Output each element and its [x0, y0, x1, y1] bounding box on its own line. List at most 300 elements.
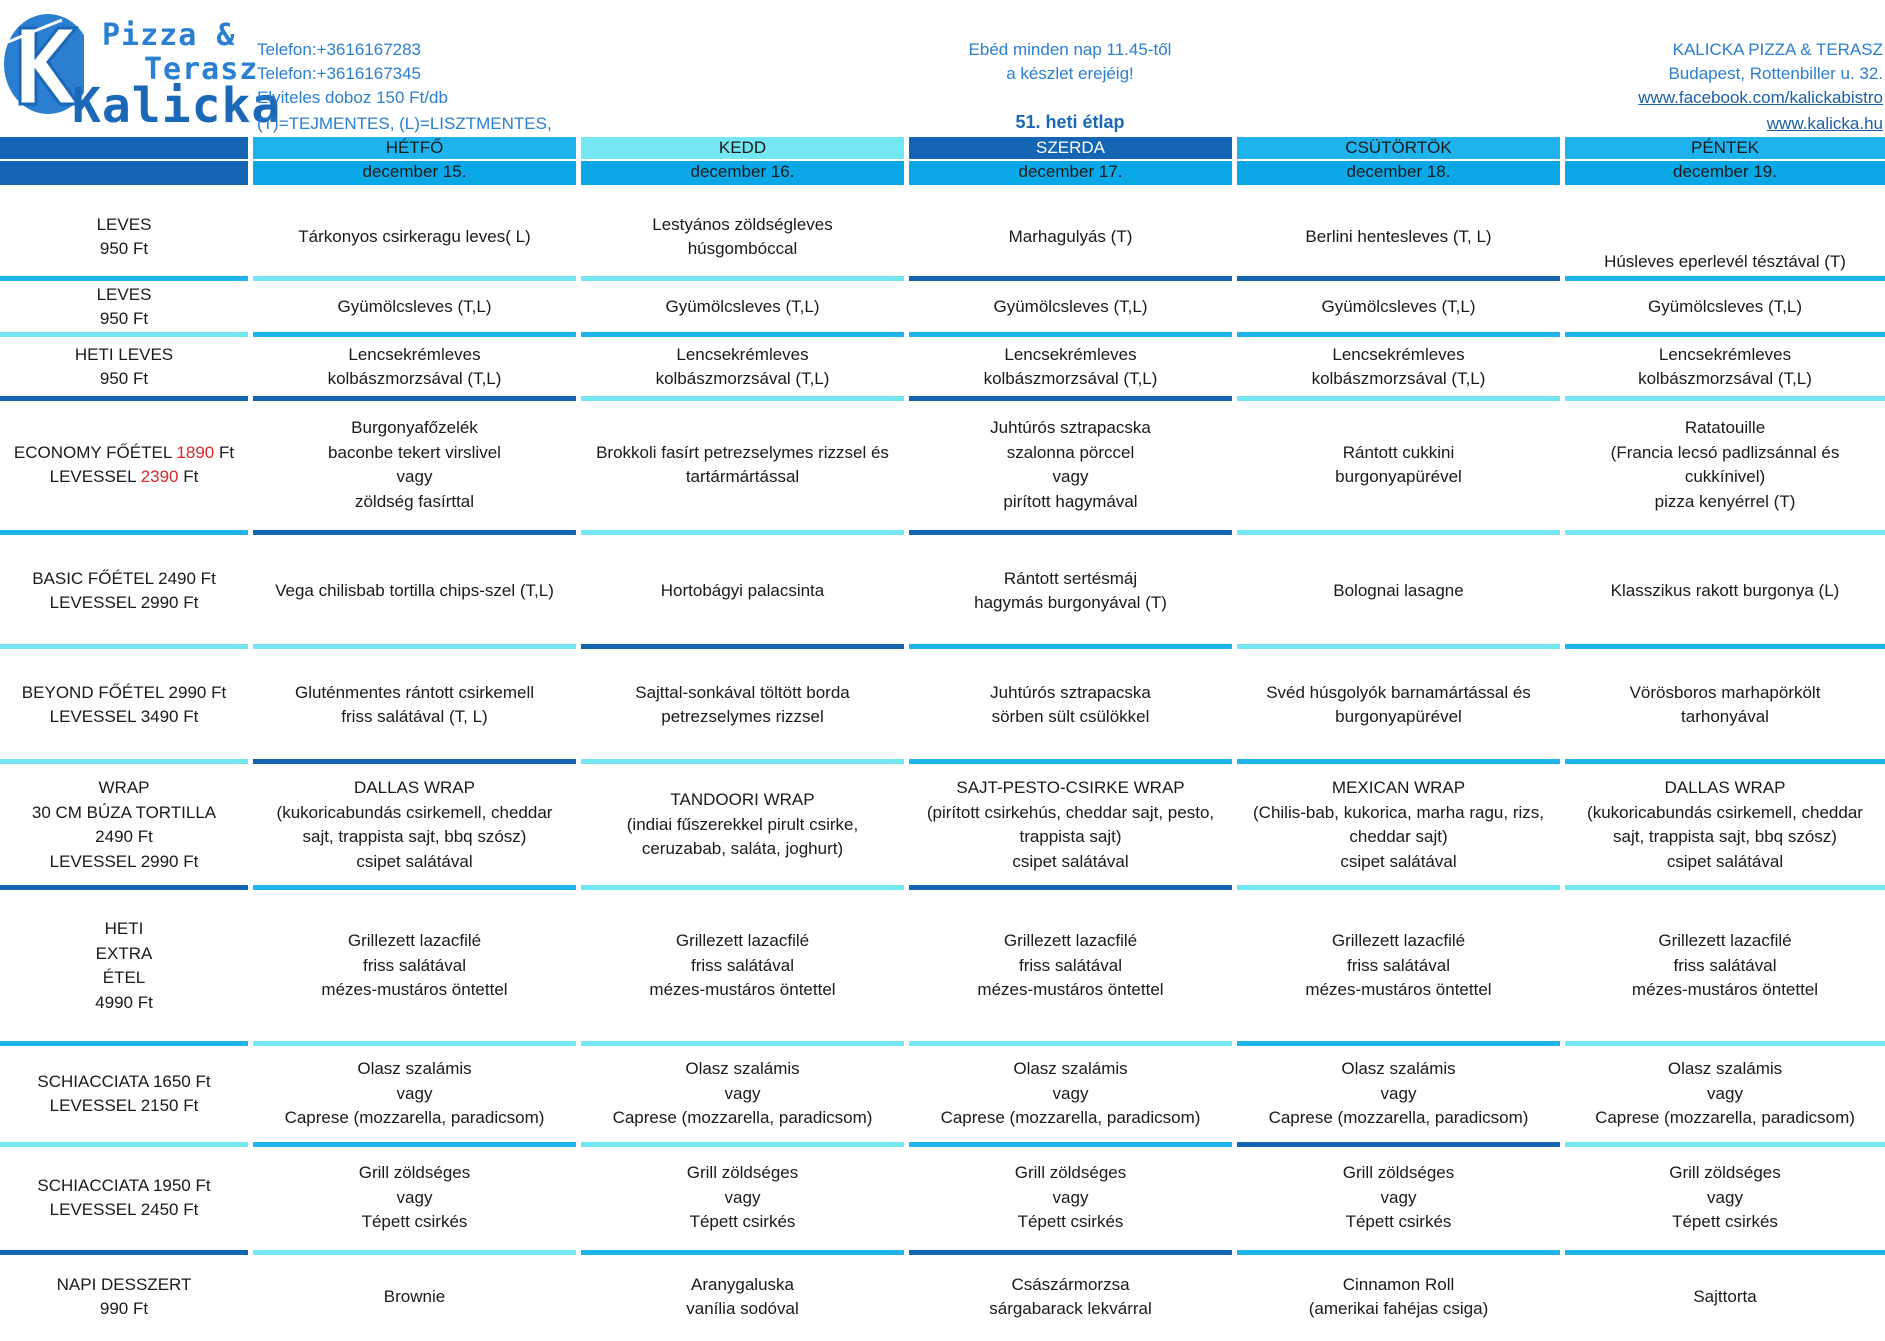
row-label-line: 4990 Ft [95, 992, 153, 1012]
menu-item [253, 1148, 576, 1248]
menu-item-line: friss salátával (T, L) [341, 707, 488, 726]
menu-item-line: sajt, trappista sajt, bbq szósz) [302, 827, 527, 846]
menu-item [581, 765, 904, 885]
row-separator [0, 644, 248, 649]
row-label-line: LEVES [96, 214, 152, 234]
row-separator [1565, 276, 1885, 281]
menu-item-line: Cinnamon Roll [1342, 1274, 1455, 1294]
menu-item-line: Brokkoli fasírt petrezselymes rizzsel és [596, 442, 889, 462]
row-label-line: 950 Ft [99, 239, 149, 258]
menu-item-line: Grillezett lazacfilé [347, 931, 482, 951]
menu-item-line: vagy [724, 1083, 761, 1103]
menu-item-line: Caprese (mozzarella, paradicsom) [1595, 1108, 1855, 1128]
row-separator [1565, 530, 1885, 535]
menu-item-line: friss salátával [363, 955, 466, 975]
menu-item-line: Lencsekrémleves [348, 344, 481, 364]
menu-item [1565, 1255, 1885, 1339]
logo-pizza-text: Pizza & [102, 18, 236, 53]
row-separator [581, 1041, 904, 1046]
menu-item-line: Rántott cukkini [1342, 442, 1455, 462]
row-separator [581, 885, 904, 890]
menu-item-line: (indiai fűszerekkel pirult csirke, [626, 814, 859, 834]
menu-item-line: Olasz szalámis [1341, 1059, 1456, 1079]
row-label-line: ÉTEL [102, 968, 146, 987]
row-separator [253, 1142, 576, 1147]
kalicka-logo [2, 12, 282, 134]
row-separator [909, 1142, 1232, 1147]
menu-item-line: Caprese (mozzarella, paradicsom) [940, 1108, 1201, 1128]
day-name-3: SZERDA [909, 137, 1232, 159]
row-label-10 [0, 1148, 248, 1248]
menu-item [581, 891, 904, 1041]
menu-item [581, 1148, 904, 1248]
logo-kalicka-text: Kalicka [72, 78, 282, 134]
menu-item-line: friss salátával [1347, 955, 1450, 975]
menu-item-line: Bolognai lasagne [1333, 580, 1464, 600]
phone-2: Telefon:+3616167345 [257, 64, 422, 83]
menu-item-line: Lencsekrémleves [676, 344, 809, 364]
menu-item-line: Tépett csirkés [1017, 1212, 1124, 1232]
row-separator [909, 332, 1232, 337]
row-separator [1237, 332, 1560, 337]
row-label-line: LEVESSEL 3490 Ft [49, 707, 199, 726]
menu-item-line: Marhagulyás (T) [1008, 226, 1133, 246]
menu-item-line: Tárkonyos csirkeragu leves( L) [298, 226, 531, 246]
row-separator [0, 276, 248, 281]
menu-item-line: vagy [396, 467, 433, 486]
row-label-line: SCHIACCIATA 1650 Ft [37, 1071, 211, 1091]
menu-item-line: Grill zöldséges [1014, 1163, 1127, 1183]
menu-item-line: kolbászmorzsával (T,L) [1311, 369, 1486, 388]
menu-item-line: zöldség fasírttal [354, 491, 475, 511]
menu-item-line: vagy [396, 1187, 433, 1207]
menu-item [581, 1048, 904, 1140]
menu-item-line: Juhtúrós sztrapacska [990, 418, 1151, 437]
row-separator [1237, 276, 1560, 281]
menu-item [253, 338, 576, 396]
menu-item-line: Vega chilisbab tortilla chips-szel (T,L) [275, 580, 554, 600]
menu-item [581, 651, 904, 759]
row-separator [909, 530, 1232, 535]
menu-item-line: Caprese (mozzarella, paradicsom) [612, 1108, 873, 1128]
menu-item-line: baconbe tekert virslivel [328, 442, 501, 462]
menu-item [909, 537, 1232, 645]
menu-item-line: Gyümölcsleves (T,L) [337, 296, 492, 316]
row-label-7 [0, 765, 248, 885]
menu-item-line: mézes-mustáros öntettel [1631, 980, 1819, 1000]
menu-item [581, 198, 904, 276]
row-separator [909, 1041, 1232, 1046]
row-separator [909, 885, 1232, 890]
menu-item [1237, 402, 1560, 528]
menu-item-line: Svéd húsgolyók barnamártással és [1266, 682, 1531, 702]
menu-item-line: vagy [1380, 1187, 1417, 1207]
menu-item-line: sörben sült csülökkel [991, 707, 1150, 726]
row-separator [581, 1142, 904, 1147]
menu-item-line: Tépett csirkés [689, 1212, 796, 1232]
menu-item-line: Gyümölcsleves (T,L) [993, 296, 1148, 316]
menu-item-line: burgonyapürével [1335, 467, 1462, 486]
menu-item-line: Grill zöldséges [686, 1163, 799, 1183]
menu-item [1565, 537, 1885, 645]
menu-item [1237, 891, 1560, 1041]
menu-item-line: petrezselymes rizzsel [661, 707, 824, 726]
row-label-3 [0, 338, 248, 396]
row-label-line: 950 Ft [99, 309, 149, 328]
row-label-2 [0, 282, 248, 332]
row-separator [1565, 644, 1885, 649]
row-separator [1237, 396, 1560, 401]
menu-item [253, 651, 576, 759]
menu-item [1565, 1148, 1885, 1248]
menu-item-line: Gyümölcsleves (T,L) [665, 296, 820, 316]
row-label-11 [0, 1255, 248, 1339]
menu-item [1565, 282, 1885, 332]
menu-item-line: Juhtúrós sztrapacska [990, 682, 1151, 702]
row-label-line: LEVES [96, 284, 152, 304]
economy-price: 1890 [176, 442, 215, 462]
menu-item-line: kolbászmorzsával (T,L) [327, 369, 502, 388]
menu-item-line: Hortobágyi palacsinta [660, 580, 825, 600]
menu-item-line: Grillezett lazacfilé [1658, 931, 1792, 951]
menu-item-line: vagy [1052, 1083, 1089, 1103]
row-label-line: 2490 Ft [95, 827, 153, 846]
row-separator [0, 530, 248, 535]
menu-item-line: (kukoricabundás csirkemell, cheddar [276, 802, 553, 822]
economy-soup-price: 2390 [140, 467, 179, 486]
row-separator [253, 530, 576, 535]
menu-item-line: hagymás burgonyával (T) [974, 593, 1167, 612]
row-separator [1565, 759, 1885, 764]
menu-item-line: pirított hagymával [1003, 491, 1138, 511]
menu-item-line: tarhonyával [1681, 707, 1769, 726]
menu-item-line: burgonyapürével [1335, 707, 1462, 726]
menu-item [1237, 537, 1560, 645]
row-label-line: LEVESSEL 2990 Ft [49, 851, 199, 871]
menu-item-line: húsgombóccal [687, 239, 798, 258]
menu-item [581, 282, 904, 332]
menu-item [253, 891, 576, 1041]
menu-item-line: vagy [396, 1083, 433, 1103]
menu-item-line: csipet salátával [356, 851, 473, 871]
restaurant-name: KALICKA PIZZA & TERASZ [1672, 40, 1883, 59]
menu-item-line: Lencsekrémleves [1658, 344, 1792, 364]
row-separator [581, 276, 904, 281]
row-separator [1237, 759, 1560, 764]
menu-item-line: Grill zöldséges [1669, 1163, 1781, 1183]
diet-legend: (T)=TEJMENTES, (L)=LISZTMENTES, [257, 114, 552, 133]
menu-item [909, 198, 1232, 276]
menu-item [909, 282, 1232, 332]
menu-item-line: Sajttorta [1693, 1286, 1757, 1306]
menu-item-line: Grillezett lazacfilé [675, 931, 810, 951]
menu-item-line: szalonna pörccel [1006, 442, 1135, 462]
menu-item-line: vagy [1380, 1083, 1417, 1103]
menu-item-line: vagy [1052, 1187, 1089, 1207]
row-label-line: 990 Ft [99, 1299, 149, 1318]
menu-item-line: pizza kenyérrel (T) [1654, 491, 1796, 511]
menu-item-line: Rántott sertésmáj [1003, 568, 1138, 588]
menu-item-line: Sajttal-sonkával töltött borda [635, 682, 850, 702]
menu-item [909, 891, 1232, 1041]
row-separator [0, 332, 248, 337]
menu-item [1565, 402, 1885, 528]
row-separator [253, 332, 576, 337]
menu-item [253, 1048, 576, 1140]
row-separator [1237, 1142, 1560, 1147]
row-label-line: BEYOND FŐÉTEL 2990 Ft [21, 682, 227, 702]
menu-item-line: friss salátával [691, 955, 794, 975]
economy-price-line: ECONOMY FŐÉTEL 1890 Ft [13, 442, 235, 462]
row-separator [253, 885, 576, 890]
menu-item [253, 402, 576, 528]
menu-item-line: (pirított csirkehús, cheddar sajt, pesto, [926, 802, 1215, 822]
menu-item-line: csipet salátával [1666, 851, 1784, 871]
row-label-4 [0, 402, 248, 528]
menu-item-line: Grill zöldséges [358, 1163, 471, 1183]
menu-item-line: Ratatouille [1684, 418, 1766, 437]
menu-item-line: vagy [724, 1187, 761, 1207]
menu-item [253, 1255, 576, 1339]
day-name-4: CSÜTÖRTÖK [1237, 137, 1560, 159]
takeaway-box-note: Elviteles doboz 150 Ft/db [257, 88, 448, 107]
row-separator [0, 1142, 248, 1147]
menu-item-line: Lencsekrémleves [1332, 344, 1465, 364]
row-separator [1565, 396, 1885, 401]
day-date-5: december 19. [1565, 161, 1885, 185]
menu-item [909, 651, 1232, 759]
row-separator [253, 759, 576, 764]
menu-item-line: vagy [1052, 467, 1089, 486]
day-date-3: december 17. [909, 161, 1232, 185]
row-label-line: LEVESSEL 2450 Ft [49, 1200, 199, 1219]
menu-item-line: SAJT-PESTO-CSIRKE WRAP [956, 778, 1185, 797]
menu-item-line: Berlini hentesleves (T, L) [1305, 226, 1492, 246]
menu-item-line: Húsleves eperlevél tésztával (T) [1604, 251, 1846, 271]
menu-item-line: cukkínivel) [1684, 467, 1766, 486]
menu-item-line: Lencsekrémleves [1004, 344, 1137, 364]
row-separator [253, 644, 576, 649]
menu-item-line: friss salátával [1673, 955, 1777, 975]
row-separator [1565, 1142, 1885, 1147]
menu-item [253, 537, 576, 645]
menu-item-line: friss salátával [1019, 955, 1122, 975]
menu-item [581, 537, 904, 645]
row-separator [1237, 644, 1560, 649]
menu-item [1565, 1048, 1885, 1140]
row-label-line: NAPI DESSZERT [56, 1274, 192, 1294]
row-separator [1237, 885, 1560, 890]
menu-item-line: Gyümölcsleves (T,L) [1321, 296, 1476, 316]
row-label-1 [0, 198, 248, 276]
menu-item-line: kolbászmorzsával (T,L) [983, 369, 1158, 388]
phone-1: Telefon:+3616167283 [257, 40, 422, 59]
menu-item-line: (Francia lecsó padlizsánnal és [1610, 442, 1840, 462]
menu-item [253, 765, 576, 885]
row-label-line: HETI [104, 919, 144, 938]
row-separator [1237, 530, 1560, 535]
menu-item [253, 282, 576, 332]
row-label-6 [0, 651, 248, 759]
menu-item [909, 1255, 1232, 1339]
menu-item-line: Burgonyafőzelék [351, 418, 478, 437]
menu-item-line: Olasz szalámis [1667, 1059, 1783, 1079]
day-date-2: december 16. [581, 161, 904, 185]
menu-item-line: TANDOORI WRAP [670, 790, 815, 810]
menu-item-line: sajt, trappista sajt, bbq szósz) [1613, 827, 1837, 846]
menu-item [1237, 1148, 1560, 1248]
row-label-9 [0, 1048, 248, 1140]
menu-item-line: cheddar sajt) [1349, 827, 1448, 846]
day-name-2: KEDD [581, 137, 904, 159]
row-separator [253, 396, 576, 401]
menu-item [581, 338, 904, 396]
row-separator [581, 530, 904, 535]
menu-item-line: MEXICAN WRAP [1331, 778, 1466, 797]
menu-item-line: Grillezett lazacfilé [1331, 931, 1466, 951]
row-label-line: WRAP [98, 778, 150, 797]
menu-item-line: vagy [1707, 1083, 1743, 1103]
menu-item [909, 1048, 1232, 1140]
menu-item-line: DALLAS WRAP [354, 778, 475, 797]
week-menu-title: 51. heti étlap [1015, 112, 1125, 132]
menu-item-line: vagy [1707, 1187, 1743, 1207]
menu-item-line: vanília sodóval [686, 1299, 799, 1318]
menu-item-line: Olasz szalámis [1013, 1059, 1128, 1079]
header-band-corner [0, 161, 248, 185]
menu-item [1237, 198, 1560, 276]
day-date-1: december 15. [253, 161, 576, 185]
row-label-line: EXTRA [95, 943, 153, 963]
row-separator [909, 644, 1232, 649]
menu-item [581, 402, 904, 528]
menu-item-line: (Chilis-bab, kukorica, marha ragu, rizs, [1253, 802, 1544, 822]
menu-item-line: DALLAS WRAP [1664, 778, 1786, 797]
menu-item-line: Klasszikus rakott burgonya (L) [1610, 580, 1840, 600]
menu-item-line: Brownie [383, 1286, 446, 1306]
menu-item-line: Gluténmentes rántott csirkemell [294, 682, 535, 702]
menu-item-line: Gyümölcsleves (T,L) [1648, 296, 1802, 316]
menu-item-line: (kukoricabundás csirkemell, cheddar [1587, 802, 1863, 822]
menu-item-line: Aranygaluska [690, 1274, 794, 1294]
day-name-1: HÉTFŐ [253, 137, 576, 159]
menu-item [1565, 651, 1885, 759]
row-label-5 [0, 537, 248, 645]
row-separator [581, 759, 904, 764]
menu-item-line: Olasz szalámis [357, 1059, 472, 1079]
website-link[interactable]: www.kalicka.hu [1766, 114, 1883, 133]
menu-item-line: sárgabarack lekvárral [989, 1299, 1152, 1318]
menu-item-line: Caprese (mozzarella, paradicsom) [1268, 1108, 1529, 1128]
day-name-5: PÉNTEK [1565, 137, 1885, 159]
menu-item [1237, 282, 1560, 332]
row-label-line: BASIC FŐÉTEL 2490 Ft [32, 568, 216, 588]
row-separator [1565, 332, 1885, 337]
row-separator [0, 885, 248, 890]
row-separator [253, 276, 576, 281]
row-label-8 [0, 891, 248, 1041]
menu-item [1565, 338, 1885, 396]
menu-item [253, 198, 576, 276]
menu-item-line: Vörösboros marhapörkölt [1629, 682, 1821, 702]
menu-item-line: Tépett csirkés [1672, 1212, 1778, 1232]
row-separator [1565, 885, 1885, 890]
menu-item-line: tartármártással [685, 467, 800, 486]
row-label-line: SCHIACCIATA 1950 Ft [37, 1175, 211, 1195]
row-separator [253, 1041, 576, 1046]
row-separator [1565, 1041, 1885, 1046]
menu-item-line: mézes-mustáros öntettel [1305, 980, 1492, 1000]
row-label-line: LEVESSEL 2150 Ft [49, 1096, 199, 1115]
menu-item [1237, 651, 1560, 759]
menu-item [1237, 1255, 1560, 1339]
lunch-hours-line-1: Ebéd minden nap 11.45-től [968, 40, 1172, 59]
menu-item-line: csipet salátával [1012, 851, 1129, 871]
row-separator [909, 276, 1232, 281]
menu-item-line: Lestyános zöldségleves [652, 214, 833, 234]
menu-item [909, 338, 1232, 396]
menu-item-line: (amerikai fahéjas csiga) [1308, 1299, 1489, 1318]
menu-item-line: mézes-mustáros öntettel [649, 980, 836, 1000]
row-label-line: 950 Ft [99, 369, 149, 388]
row-separator [1237, 1041, 1560, 1046]
menu-item [909, 765, 1232, 885]
header-band-corner [0, 137, 248, 159]
menu-item [909, 402, 1232, 528]
menu-item [1565, 198, 1885, 276]
menu-item-line: Tépett csirkés [1345, 1212, 1452, 1232]
menu-item-line: mézes-mustáros öntettel [321, 980, 508, 1000]
menu-item-line: kolbászmorzsával (T,L) [1638, 369, 1812, 388]
menu-item [1565, 765, 1885, 885]
row-separator [0, 396, 248, 401]
facebook-link[interactable]: www.facebook.com/kalickabistro [1638, 88, 1883, 107]
menu-item-line: trappista sajt) [1019, 827, 1122, 846]
menu-item [581, 1255, 904, 1339]
row-label-line: 30 CM BÚZA TORTILLA [31, 802, 217, 822]
menu-item [1237, 765, 1560, 885]
menu-item-line: ceruzabab, saláta, joghurt) [641, 839, 844, 859]
restaurant-address: Budapest, Rottenbiller u. 32. [1668, 64, 1883, 83]
menu-item [1237, 1048, 1560, 1140]
economy-soup-price-line: LEVESSEL 2390 Ft [49, 467, 199, 486]
menu-item-line: Caprese (mozzarella, paradicsom) [284, 1108, 545, 1128]
lunch-hours-line-2: a készlet erejéig! [1006, 64, 1134, 83]
menu-item [1237, 338, 1560, 396]
row-separator [909, 759, 1232, 764]
day-date-4: december 18. [1237, 161, 1560, 185]
row-separator [581, 644, 904, 649]
row-separator [909, 396, 1232, 401]
row-label-line: HETI LEVES [74, 344, 174, 364]
menu-item [909, 1148, 1232, 1248]
menu-item-line: Császármorzsa [1011, 1274, 1130, 1294]
menu-item-line: kolbászmorzsával (T,L) [655, 369, 830, 388]
menu-item-line: Olasz szalámis [685, 1059, 800, 1079]
menu-item-line: Grill zöldséges [1342, 1163, 1455, 1183]
logo-terasz-text: Terasz [144, 52, 259, 87]
row-separator [0, 1041, 248, 1046]
menu-item-line: mézes-mustáros öntettel [977, 980, 1164, 1000]
menu-item-line: Grillezett lazacfilé [1003, 931, 1138, 951]
menu-item-line: Tépett csirkés [361, 1212, 468, 1232]
row-separator [581, 396, 904, 401]
row-label-line: LEVESSEL 2990 Ft [49, 593, 199, 612]
row-separator [581, 332, 904, 337]
menu-item-line: csipet salátával [1340, 851, 1457, 871]
row-separator [0, 759, 248, 764]
menu-item [1565, 891, 1885, 1041]
